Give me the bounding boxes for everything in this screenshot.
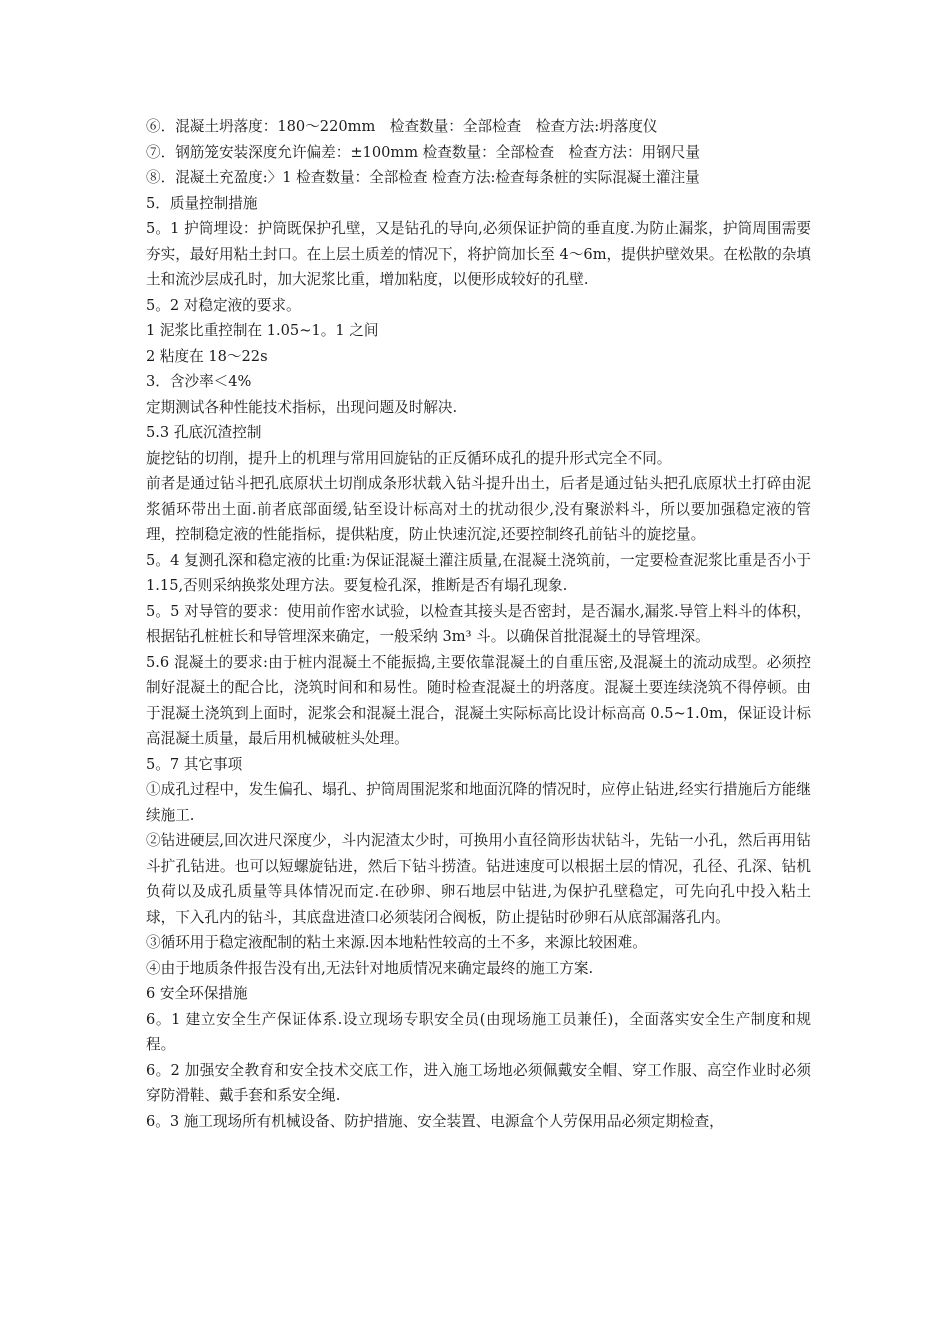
paragraph-comparison: 前者是通过钻斗把孔底原状土切削成条形状载入钻斗提升出土，后者是通过钻头把孔底原状土打碎由泥浆循环带出土面.前者底部面缓,钻至设计标高对土的扰动很少,没有聚淤料斗，所以要加强稳定液的管理，控制稳定液的性能指标，提供粘度，防止快速沉淀,还要控制终孔前钻斗的旋挖量。: [146, 475, 811, 543]
list-item-density: 1 泥浆比重控制在 1.05~1。1 之间: [146, 322, 379, 339]
list-item-hard-layer: ②钻进硬层,回次进尺深度少，斗内泥渣太少时，可换用小直径筒形齿状钻斗，先钻一小孔，然后再用钻斗扩孔钻进。也可以短螺旋钻进，然后下钻斗捞渣。钻进速度可以根据土层的情况，孔径、孔深、钻机负荷以及成孔质量等具体情况而定.在砂卵、卵石地层中钻进,为保护孔壁稳定，可先向孔中投入粘土球，下入孔内的钻斗，其底盘进渣口必须装闭合阀板，防止提钻时砂卵石从底部漏落孔内。: [146, 832, 811, 926]
list-item-geology-report: ④由于地质条件报告没有出,无法针对地质情况来确定最终的施工方案.: [146, 959, 594, 977]
document-body: [146, 114, 811, 1134]
subheading-other-matters: 5。7 其它事项: [146, 755, 243, 773]
paragraph-casing: 5。1 护筒埋设：护筒既保护孔壁，又是钻孔的导向,必须保证护筒的垂直度.为防止漏浆，护筒周围需要夯实，最好用粘土封口。在上层土质差的情况下，将护筒加长至 4～6m，提供护壁效果。在松散的杂填土和流沙层成孔时，加大泥浆比重，增加粘度，以便形成较好的孔壁.: [146, 220, 811, 288]
paragraph-rotary-drill: 旋挖钻的切削，提升上的机理与常用回旋钻的正反循环成孔的提升形式完全不同。: [146, 449, 672, 467]
list-item-sand-content: 3．含沙率＜4%: [146, 373, 252, 390]
list-item-deviation: ①成孔过程中，发生偏孔、塌孔、护筒周围泥浆和地面沉降的情况时，应停止钻进,经实行措施后方能继续施工.: [146, 781, 811, 824]
paragraph-safety-education: 6。2 加强安全教育和安全技术交底工作，进入施工场地必须佩戴安全帽、穿工作服、高空作业时必须穿防滑鞋、戴手套和系安全绳.: [146, 1061, 811, 1104]
inspection-item-cage-depth: ⑦．钢筋笼安装深度允许偏差：±100mm 检查数量：全部检查 检查方法：用钢尺量: [146, 143, 700, 161]
list-item-clay-source: ③循环用于稳定液配制的粘土来源.因本地粘性较高的土不多，来源比较困难。: [146, 934, 647, 951]
paragraph-periodic-testing: 定期测试各种性能技术指标，出现问题及时解决.: [146, 398, 458, 416]
list-item-viscosity: 2 粘度在 18～22s: [146, 347, 268, 365]
paragraph-conduit: 5。5 对导管的要求：使用前作密水试验，以检查其接头是否密封，是否漏水,漏浆.导管上料斗的体积，根据钻孔桩桩长和导管埋深来确定，一般采纳 3m³ 斗。以确保首批混凝土的导管埋深。: [146, 602, 811, 645]
paragraph-safety-system: 6。1 建立安全生产保证体系.设立现场专职安全员(由现场施工员兼任)，全面落实安全生产制度和规程。: [146, 1010, 811, 1053]
inspection-item-fullness: ⑧．混凝土充盈度:〉1 检查数量：全部检查 检查方法:检查每条桩的实际混凝土灌注量: [146, 169, 700, 186]
subheading-stabilizer: 5。2 对稳定液的要求。: [146, 296, 301, 314]
section-heading-safety: 6 安全环保措施: [146, 985, 248, 1002]
paragraph-concrete: 5.6 混凝土的要求:由于桩内混凝土不能振捣,主要依靠混凝土的自重压密,及混凝土的流动成型。必须控制好混凝土的配合比，浇筑时间和和易性。随时检查混凝土的坍落度。混凝土要连续浇筑不得停顿。由于混凝土浇筑到上面时，泥浆会和混凝土混合，混凝土实际标高比设计标高高 0.5~1.0m，保证设计标高混凝土质量，最后用机械破桩头处理。: [146, 653, 811, 747]
subheading-sediment: 5.3 孔底沉渣控制: [146, 424, 262, 441]
paragraph-equipment-check: 6。3 施工现场所有机械设备、防护措施、安全装置、电源盒个人劳保用品必须定期检查，: [146, 1112, 724, 1130]
paragraph-depth-recheck: 5。4 复测孔深和稳定液的比重:为保证混凝土灌注质量,在混凝土浇筑前，一定要检查泥浆比重是否小于 1.15,否则采纳换浆处理方法。要复检孔深，推断是否有塌孔现象.: [146, 551, 811, 594]
inspection-item-slump: ⑥．混凝土坍落度：180～220mm 检查数量：全部检查 检查方法:坍落度仪: [146, 118, 658, 135]
section-heading-quality-control: 5．质量控制措施: [146, 194, 258, 212]
